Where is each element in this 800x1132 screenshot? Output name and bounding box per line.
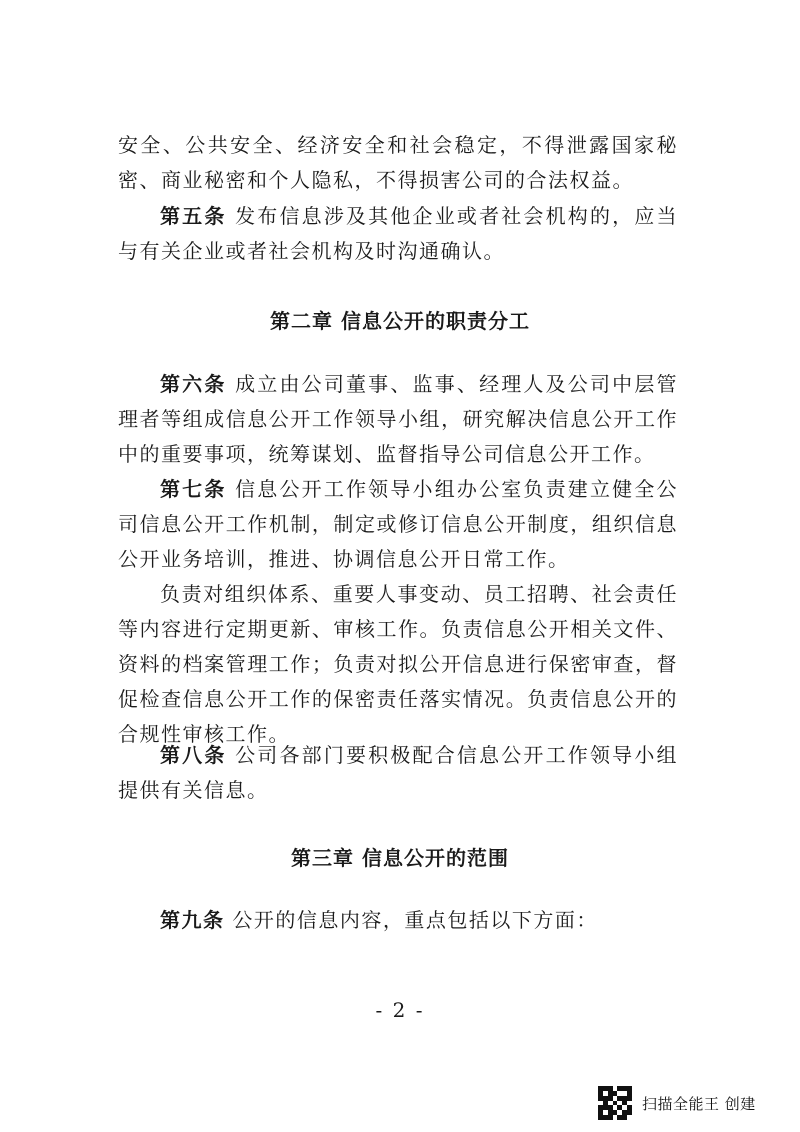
article-6 (118, 367, 678, 472)
qr-code-icon (598, 1086, 632, 1120)
article-label: 第八条 (160, 743, 227, 767)
article-text: 信息公开工作领导小组办公室负责建立健全公司信息公开工作机制，制定或修订信息公开制度，组织信息公开业务培训，推进、协调信息公开日常工作。 (118, 477, 679, 571)
article-text: 成立由公司董事、监事、经理人及公司中层管理者等组成信息公开工作领导小组，研究解决信息公开工作中的重要事项，统筹谋划、监督指导公司信息公开工作。 (118, 372, 679, 466)
article-label: 第九条 (160, 908, 225, 932)
article-8 (118, 738, 678, 808)
article-text: 公开的信息内容，重点包括以下方面： (232, 908, 598, 932)
article-label: 第五条 (160, 204, 227, 228)
article-9 (118, 903, 678, 938)
article-text: 公司各部门要积极配合信息公开工作领导小组提供有关信息。 (118, 743, 679, 802)
duties-paragraph (118, 577, 678, 752)
chapter-2-title: 第二章 信息公开的职责分工 (270, 309, 530, 333)
scanner-watermark (598, 1086, 756, 1120)
chapter-3-title: 第三章 信息公开的范围 (291, 846, 509, 870)
article-text: 发布信息涉及其他企业或者社会机构的，应当与有关企业或者社会机构及时沟通确认。 (118, 204, 679, 263)
article-5 (118, 199, 678, 269)
article-label: 第六条 (160, 372, 227, 396)
article-label: 第七条 (160, 477, 227, 501)
article-7 (118, 472, 678, 577)
paragraph-text: 安全、公共安全、经济安全和社会稳定，不得泄露国家秘密、商业秘密和个人隐私，不得损害公司的合法权益。 (118, 133, 678, 192)
watermark-text: 扫描全能王 创建 (642, 1094, 756, 1113)
page-number: - 2 - (375, 998, 425, 1022)
paragraph-text: 负责对组织体系、重要人事变动、员工招聘、社会责任等内容进行定期更新、审核工作。负责信息公开相关文件、资料的档案管理工作；负责对拟公开信息进行保密审查，督促检查信息公开工作的保密责任落实情况。负责信息公开的合规性审核工作。 (118, 582, 678, 746)
paragraph-continuation (118, 128, 678, 198)
